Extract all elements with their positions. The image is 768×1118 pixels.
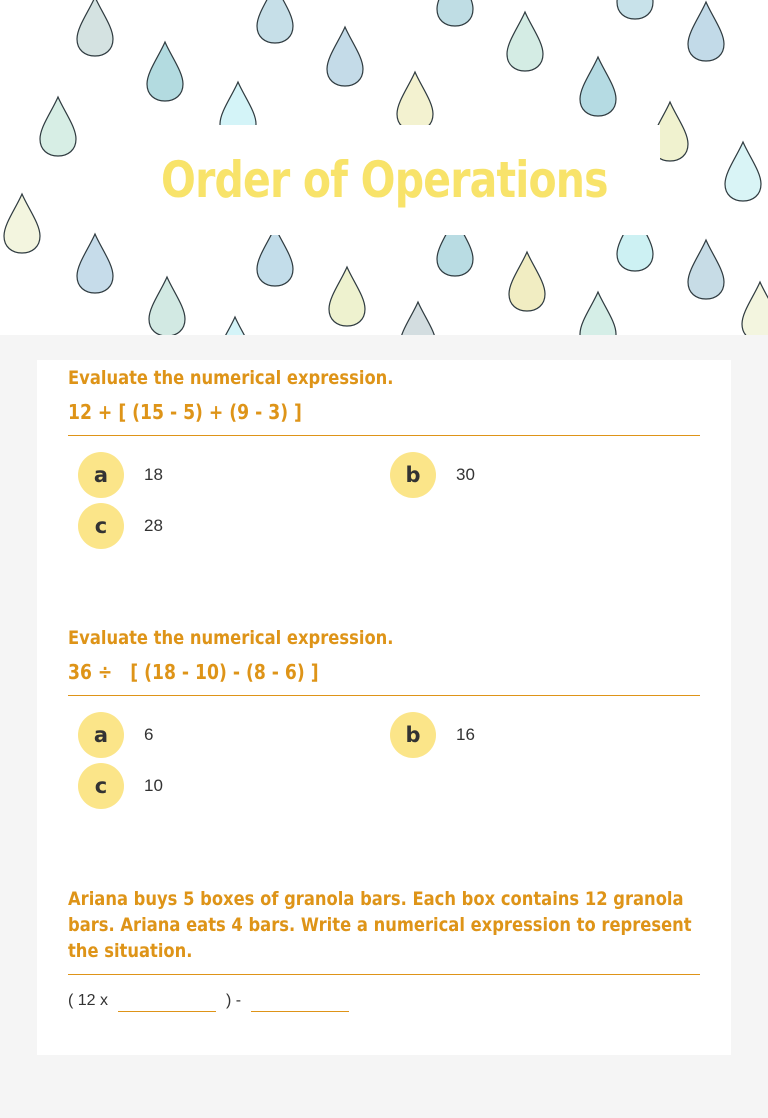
option-c[interactable] [78,503,163,549]
option-b[interactable] [390,712,475,758]
option-a[interactable] [78,452,163,498]
divider [68,974,700,975]
option-letter-badge: b [390,452,436,498]
option-b[interactable] [390,452,475,498]
title-band [0,125,768,235]
option-letter-badge: a [78,452,124,498]
fill-text-part1: ( 12 x [68,991,109,1009]
option-text: 30 [456,465,475,484]
header-banner [0,0,768,335]
option-text: 6 [144,725,154,744]
fill-in-row [68,989,700,1012]
question-1 [68,365,700,546]
question-prompt: Ariana buys 5 boxes of granola bars. Each box contains 12 granola bars. Ariana eats 4 bars. Write a numerical expression to represent the situation. [68,888,692,962]
option-text: 18 [144,465,163,484]
blank-input-2[interactable] [251,989,349,1012]
option-text: 10 [144,776,163,795]
worksheet-card [37,360,731,1055]
page-title: Order of Operations [160,151,608,209]
blank-input-1[interactable] [118,989,216,1012]
question-3 [68,886,700,1012]
question-2 [68,625,700,806]
option-letter-badge: a [78,712,124,758]
fill-text-part2: ) - [226,991,242,1009]
option-letter-badge: c [78,763,124,809]
option-letter-badge: b [390,712,436,758]
option-a[interactable] [78,712,153,758]
question-prompt: Evaluate the numerical expression. [68,367,394,389]
option-text: 16 [456,725,475,744]
question-prompt: Evaluate the numerical expression. [68,627,394,649]
question-expression: 12 + [ (15 - 5) + (9 - 3) ] [68,400,302,424]
options-group [68,436,700,546]
option-letter-badge: c [78,503,124,549]
option-c[interactable] [78,763,163,809]
option-text: 28 [144,516,163,535]
options-group [68,696,700,806]
question-expression: 36 ÷ [ (18 - 10) - (8 - 6) ] [68,660,319,684]
